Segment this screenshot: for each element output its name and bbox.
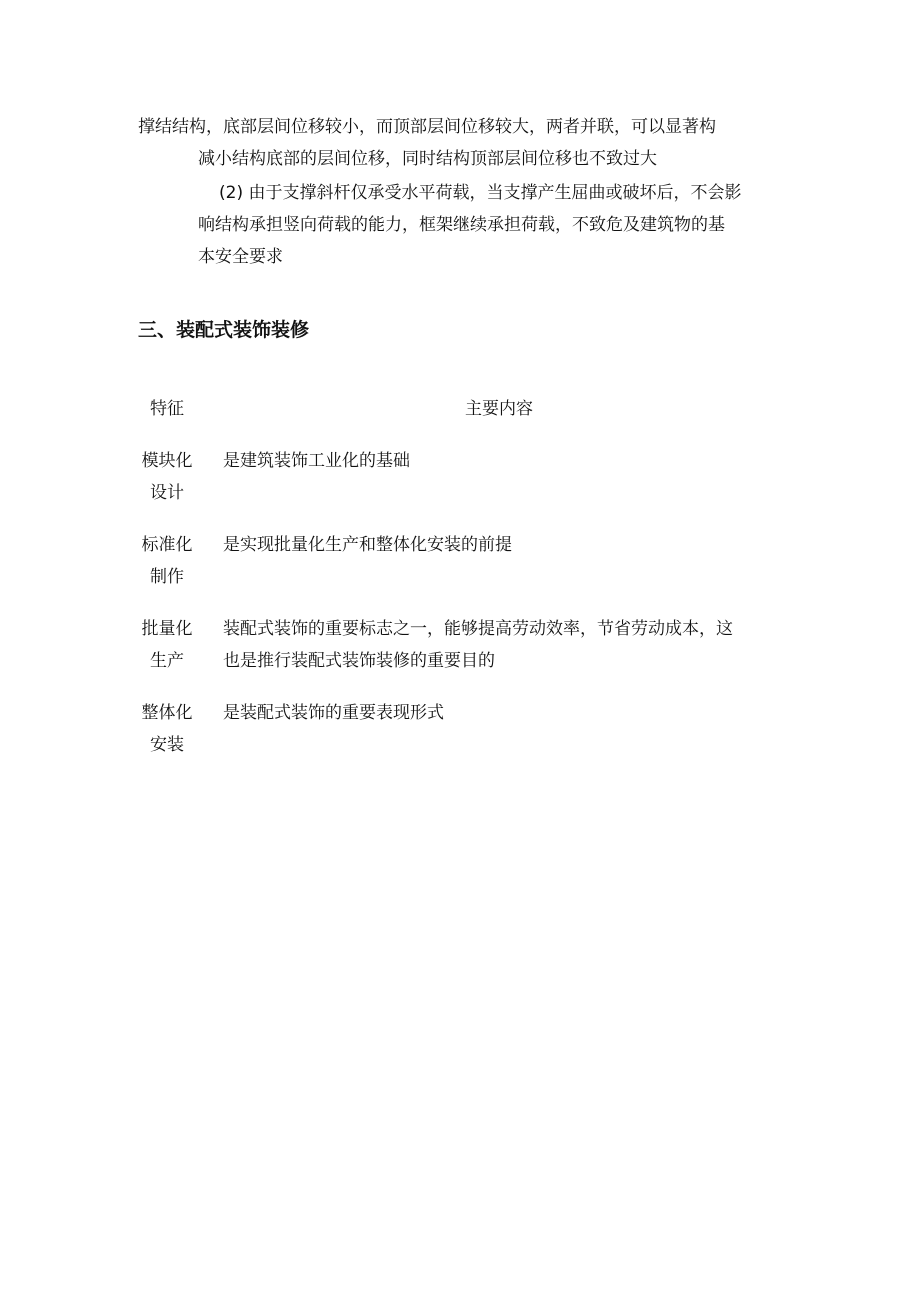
paragraph-line-2: 减小结构底部的层间位移，同时结构顶部层间位移也不致过大 — [198, 149, 657, 169]
table-row-1-feature-line-2: 设计 — [150, 483, 184, 503]
table-row-3-content-line-1: 装配式装饰的重要标志之一，能够提高劳动效率，节省劳动成本，这 — [223, 619, 733, 639]
table-row-3-feature-line-2: 生产 — [150, 651, 184, 671]
section-title: 三、装配式装饰装修 — [138, 319, 310, 341]
table-header-content: 主要内容 — [465, 399, 533, 419]
paragraph-line-1: 撑结结构，底部层间位移较小，而顶部层间位移较大，两者并联，可以显著构 — [138, 117, 716, 137]
table-row-3-content-line-2: 也是推行装配式装饰装修的重要目的 — [223, 651, 495, 671]
paragraph-line-4: 响结构承担竖向荷载的能力，框架继续承担荷载，不致危及建筑物的基 — [198, 215, 725, 235]
paragraph-line-5: 本安全要求 — [198, 247, 283, 267]
table-row-4-feature-line-1: 整体化 — [141, 703, 193, 723]
table-row-2-feature-line-2: 制作 — [150, 567, 184, 587]
table-row-3-feature-line-1: 批量化 — [141, 619, 193, 639]
table-header-feature: 特征 — [150, 399, 184, 419]
table-row-4-content-line-1: 是装配式装饰的重要表现形式 — [223, 703, 444, 723]
table-row-1-content-line-1: 是建筑装饰工业化的基础 — [223, 451, 410, 471]
paragraph-line-3: (2) 由于支撑斜杆仅承受水平荷载，当支撑产生屈曲或破坏后，不会影 — [219, 183, 742, 203]
table-row-4-feature-line-2: 安装 — [150, 735, 184, 755]
table-row-1-feature-line-1: 模块化 — [141, 451, 193, 471]
table-row-2-feature-line-1: 标准化 — [141, 535, 193, 555]
table-row-2-content-line-1: 是实现批量化生产和整体化安装的前提 — [223, 535, 512, 555]
